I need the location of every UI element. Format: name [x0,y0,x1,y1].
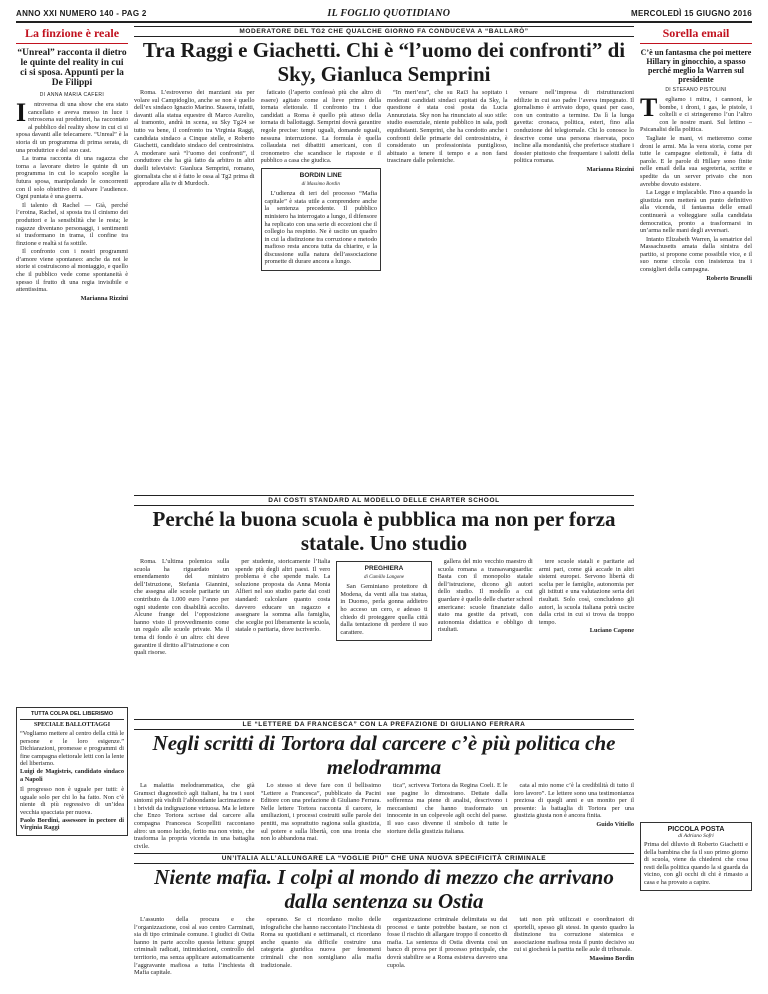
preghiera-title: PREGHIERA [364,565,404,572]
article-column [261,89,382,274]
right-article-body [640,96,752,816]
article-ostia [134,853,634,979]
article-scuola [134,495,634,717]
article-paragraph: tati non più utilizzati e coordinatori di sportelli, spesso gli stessi. In questo quadro la distinzione tra corruzione sistemica e associazione mafiosa resta il punto decisivo su cui si giocherà la partita nelle aule di tribunale. [513,916,634,954]
article-column [134,916,255,978]
piccola-posta-box [640,822,752,891]
article-paragraph: cata al mio nome c’è la credibilità di tutto il loro lavoro”. Le lettere sono una testimonianza preziosa di quegli anni e un monito per il presente: la battaglia di Tortora per una giustizia giusta non è ancora finita. [513,782,634,820]
article-signature: Guido Vitiello [596,820,634,828]
article-paragraph: organizzazione criminale delimitata su dai processi e tante potrebbe bastare, se non ci fosse il rischio di allargare troppo il concetto di mafia. La sentenza di Ostia diventa così un banco di prova per il processo principale, che dovrà stabilire se a Roma esisteva davvero una cupola. [387,916,508,969]
article-paragraph: tere scuole statali e paritarie ad armi pari, come già accade in altri sistemi europei. Servono libertà di scelta per le famiglie, autonomia per gli istituti e una valutazione seria dei risultati. Solo così, concludono gli autori, la scuola italiana potrà uscire dalla crisi in cui si trova da troppo tempo. [538,558,635,626]
article-kicker: UN’ITALIA ALL’ALLUNGARE LA “VOGLIE PIÙ” CHE UNA NUOVA SPECIFICITÀ CRIMINALE [134,853,634,864]
article-paragraph: Roma. L’ultima polemica sulla scuola ha riguardato un emendamento del ministro dell’Istruzione, Stefania Giannini, che assegna alle scuole paritarie un contributo da 1.000 euro l’anno per ogni studente con disabilità accolto. Alcune frange del l’opposizione hanno visto il provvedimento come un regalo alle scuole private. Ma il tema di fondo è un altro: chi deve garantire il diritto all’istruzione e con quali risorse. [134,558,230,657]
bordin-line-body: L’udienza di ieri del processo “Mafia capitale” è stata utile a comprendere anche la sentenza precedente. Il pubblico ministero ha interrogato a lungo, il difensore ha replicato con una serie di eccezioni che il collegio ha respinto. Ne è uscito un quadro in cui la distinzione tra corruzione e metodo mafioso resta ancora tutta da chiarire, e la discussione sulla natura dell’associazione promette di durare ancora a lungo. [264,190,377,266]
article-paragraph: gallera del mio vecchio maestro di scuola romana a transavanguardia: Basta con il monopolio statale dell’istruzione, dicono gli autori dello studio. Il modello a cui guardare è quello delle charter school americane: scuole finanziate dallo stato ma gestite da privati, con autonomia didattica e obbligo di risultati. [437,558,533,634]
bordin-line-author: di Massimo Bordin [301,181,340,187]
article-signature: Luciano Capone [589,627,635,635]
left-article-body [16,101,128,701]
dropcap: T [640,96,658,122]
liberismo-box-signature-2: Paolo Bordini, assessore in pectore di Virginia Raggi [20,816,124,832]
article-headline: Negli scritti di Tortora dal carcere c’è più politica che melodramma [152,731,616,779]
right-section-title: Sorella email [640,26,752,44]
left-sidebar [16,26,128,976]
right-byline: DI STEFANO PISTOLINI [665,87,727,93]
article-paragraph: per studente, storicamente l’Italia spende più degli altri paesi. Il vero problema è che spende male. La soluzione proposta da Anna Monia Alfieri nel suo studio parte dai costi standard: calcolare quanto costa davvero educare un ragazzo e assegnare la somma alla famiglia, che sceglie poi liberamente la scuola, statale o paritaria, dove iscriverlo. [235,558,331,634]
article-kicker: DAI COSTI STANDARD AL MODELLO DELLE CHARTER SCHOOL [134,495,634,506]
article-column [387,782,508,851]
article-paragraph: La malattia melodrammatica, che già Gramsci diagnosticò agli italiani, ha tra i suoi sintomi più visibili l’abbondante lacrimazione e i brividi da indignazione virtuosa. Ma le lettere che Enzo Tortora scrisse dal carcere alla compagna Francesca Scopelliti raccontano altro: un uomo lucido, ferito ma non vinto, che trasforma la propria vicenda in una battaglia civile. [134,782,255,850]
article-paragraph: faticato (l’aperto confessò più che altro di essere) agitato come al lieve primo della tornata elettorale. Il confronto tra i due candidati a Roma è quello più atteso della tornata di ballottaggi. Semprini dovrà garantire regole precise: tempi uguali, domande uguali, nessuna interruzione. La formula è quella collaudata nei dibattiti americani, con il cronometro che scandisce le risposte e il pubblico a casa che giudica. [260,89,381,165]
article-headline: Niente mafia. I colpi al mondo di mezzo che arrivano dalla sentenza su Ostia [154,865,614,913]
article-headline: Tra Raggi e Giachetti. Chi è “l’uomo dei confronti” di Sky, Gianluca Semprini [142,38,626,86]
article-column [134,558,229,658]
article-paragraph: “In meri’era”, che su Rai3 ha sopitato i moderati candidati sindaci capitati da Sky, la questione è stata così posta da Lucia Annunziata. Sky non ha rinunciato al suo stile: studio essenziale, niente pubblico in sala, podi equidistanti. Semprini, che ha condotto anche i confronti delle primarie del centrosinistra, è considerato un professionista puntiglioso, abituato a tenere il tempo e a non farsi trascinare dalle polemiche. [387,89,508,165]
liberismo-box-body: “Vogliamo mettere al centro della città le persone e le loro esigenze.” Dichiarazioni, promesse e programmi di fine campagna elettorale letti con la lente del liberismo. [20,730,124,768]
article-column [134,782,255,851]
article-column [387,916,508,978]
article-column [514,89,635,274]
left-paragraph: ntroversa di una show che era stato cancellato e aveva messo in luce i retroscena sui produttori, ha raccontato al pubblico del reality show in cui ci si sposa davanti alle telecamere. “Unreal” è la storia di un programma di prima serata, di una produttrice e del suo cast. [16,101,128,154]
bordin-line-title: BORDIN LINE [299,171,342,179]
preghiera-body: San Geminiano protettore di Modena, da venti alla tua statua, in Duomo, perla gonna addietro ho acceso un cero, e adesso ti chiedo di proteggere quella città dalla tentazione di perdere il suo carattere. [340,583,428,636]
left-paragraph: La trama racconta di una ragazza che torna a lavorare dietro le quinte di un programma in cui lo scapolo sceglie la futura sposa, manipolando le concorrenti con il solo obiettivo di salvare l’audience. Ogni puntata è una guerra. [16,155,128,201]
article-columns [134,89,634,274]
preghiera-box [336,561,431,641]
article-paragraph: Roma. L’estroverso dei marziani sta per volare sul Campidoglio, anche se non è quello dell’ex sindaco Ignazio Marino. Stasera, infatti, davanti alla statua equestre di Marco Aurelio, al tramonto, andrà in scena, su Sky Tg24 se tutto va bene, il confronto tra Virginia Raggi, candidata sindaco a Cinque stelle, e Roberto Giachetti, candidato sindaco del centrosinistra. A moderare sarà “l’uomo dei confronti”, il conduttore che ha già fatto da arbitro in altri duelli televisivi: Gianluca Semprini, romano, giornalista che si è fatto le ossa al Tg2 prima di approdare alla tv di Murdoch. [134,89,255,188]
article-paragraph: L’assunto della procura e che l’organizzazione, così al suo centro Carminati, sia di tipo criminale comune. I giudici di Ostia hanno in parte accolto questa lettura: gruppi criminali radicati, intimidazioni, controllo del territorio, ma senza applicare automaticamente l’aggravante mafiosa a tutta l’inchiesta di Mafia capitale. [134,916,255,977]
article-tortora [134,719,634,851]
piccola-posta-author: di Adriano Sofri [678,833,714,839]
article-column [261,782,382,851]
left-byline: DI ANNA MARIA CAFERI [39,92,105,98]
liberismo-box-subtitle: SPECIALE BALLOTTAGGI [33,722,111,728]
article-columns [134,782,634,851]
issue-info: ANNO XXI NUMERO 140 - PAG 2 [16,8,147,18]
left-section-title: La finzione è reale [16,26,128,44]
article-column [539,558,634,658]
article-semprini [134,26,634,492]
article-column [514,782,635,851]
right-paragraph: Intanto Elizabeth Warren, la senatrice del Massachusetts amata dalla sinistra del partito, si propone come possibile vice, e il suo nome circola con insistenza tra i consiglieri della campagna. [640,235,752,274]
liberismo-box-body-2: Il progresso non è uguale per tutti: è uguale solo per chi lo ha fatto. Non c’è niente di più regressivo di un’idea vecchia spacciata per nuova. [20,786,124,816]
article-headline: Perché la buona scuola è pubblica ma non per forza statale. Uno studio [152,507,616,555]
article-column [336,558,431,658]
article-signature: Massimo Bordin [589,954,634,962]
article-paragraph: versare nell’impresa di ristrutturazioni edilizie in cui suo padre l’aveva impegnato. Il giornalismo è arrivato dopo, quasi per caso, con un contratto a termine. Da lì la lunga gavetta: cronaca, politica, esteri, fino alla conduzione del telegiornale. Chi lo conosce lo descrive come una persona riservata, poco incline alla mondanità, che preferisce studiare i dossier piuttosto che frequentare i salotti della politica romana. [513,89,634,165]
article-column [261,916,382,978]
right-paragraph: La Legge e implacabile. Fino a quando la giustizia non metterà un punto definitivo alla vicenda, il fantasma delle email continuerà a volteggiare sulla candidata democratica, pronto a trasformarsi in un’arma nelle mani degli avversari. [640,189,752,235]
liberismo-box-title: TUTTA COLPA DEL LIBERISMO [20,711,124,720]
article-column [514,916,635,978]
article-kicker: LE “LETTERE DA FRANCESCA” CON LA PREFAZIONE DI GIULIANO FERRARA [134,719,634,730]
newspaper-name: IL FOGLIO QUOTIDIANO [327,7,451,19]
preghiera-author: di Camillo Langone [364,574,405,580]
right-paragraph: Tagliate le mani, vi metteremo come droni le armi. Ma la vera storia, come per tutte le campagne elettorali, è fatta di parole. E le parole di Hillary sono finite nelle email della sua segreteria, scritte e spedite da un server privato che non avrebbe dovuto esistere. [640,134,752,188]
masthead [16,6,752,20]
article-column [387,89,508,274]
piccola-posta-title: PICCOLA POSTA [667,826,725,833]
article-signature: Marianna Rizzini [586,165,634,173]
article-column [235,558,330,658]
left-paragraph: Il confronto con i nostri programmi d’amore viene spontaneo: anche da noi le storie si costruiscono al montaggio, e quello che il pubblico vede come spontaneità è spesso il frutto di una regia invisibile e attentissima. [16,248,128,294]
left-paragraph: Il talento di Rachel — Già, perché l’eroina, Rachel, si sposta tra il cinismo dei produttori e la sensibilità che le resta; le ragazze diventano personaggi, i sentimenti si trasformano in trama, il confine tra finzione e realtà si fa sottile. [16,201,128,247]
article-columns [134,558,634,658]
masthead-rule [16,21,752,23]
piccola-posta-body: Prima del diluvio di Roberto Giachetti e della bambina che fa il suo primo giorno di scuola, viene da chiedersi che cosa resti della politica quando la si guarda da vicino, con gli occhi di chi è rimasto a casa e ha provato a capire. [644,841,748,886]
dropcap: I [16,101,27,127]
article-column [438,558,533,658]
right-signature: Roberto Brunelli [706,274,752,282]
article-columns [134,916,634,978]
article-paragraph: Lo stesso si deve fare con il bellissimo “Lettere a Francesca”, pubblicato da Pacini Editore con una prefazione di Giuliano Ferrara. Nelle lettere Tortora racconta il carcere, le umiliazioni, i processi costruiti sulle parole dei pentiti, ma soprattutto ragiona sulla giustizia, sul potere e sulla libertà, con una ironia che non lo abbandona mai. [260,782,381,843]
article-paragraph: tica”, scriveva Tortora da Regina Coeli. E le sue pagine lo dimostrano. Dettate dalla sofferenza ma piene di analisi, descrivono i meccanismi che hanno trasformato un innocente in un colpevole agli occhi del paese. Il suo caso divenne il simbolo di tutte le storture della giustizia italiana. [387,782,508,835]
article-kicker: MODERATORE DEL TG2 CHE QUALCHE GIORNO FA CONDUCEVA A “BALLARÒ” [134,26,634,37]
liberismo-box [16,707,128,836]
bordin-line-box [261,168,382,271]
liberismo-box-signature: Luigi de Magistris, candidato sindaco a Napoli [20,767,124,783]
right-paragraph: egliamo i mitra, i cannoni, le bombe, i droni, i gas, le pistole, i coltelli e ci stringeremo l’un l’altro con le nostre mani. Sul lettino – Psicanalisi della politica. [640,96,752,134]
article-paragraph: operano. Se ci ricordano molto delle infografiche che hanno raccontato l’inchiesta di Roma su quotidiani e settimanali, ci ricordano anche quanto sia difficile costruire una categoria giuridica nuova per fenomeni criminali che non somigliano alla mafia tradizionale. [260,916,381,969]
left-headline: “Unreal” racconta il dietro le quinte del reality in cui ci si sposa. Appunti per la De Filippi [17,48,127,88]
article-column [134,89,255,274]
publication-date: MERCOLEDÌ 15 GIUGNO 2016 [630,8,752,18]
right-headline: C’è un fantasma che poi mettere Hillary in ginocchio, a spasso perché meglio la Warren sul presidente [640,48,752,84]
right-sidebar [640,26,752,976]
left-signature: Marianna Rizzini [80,294,128,302]
